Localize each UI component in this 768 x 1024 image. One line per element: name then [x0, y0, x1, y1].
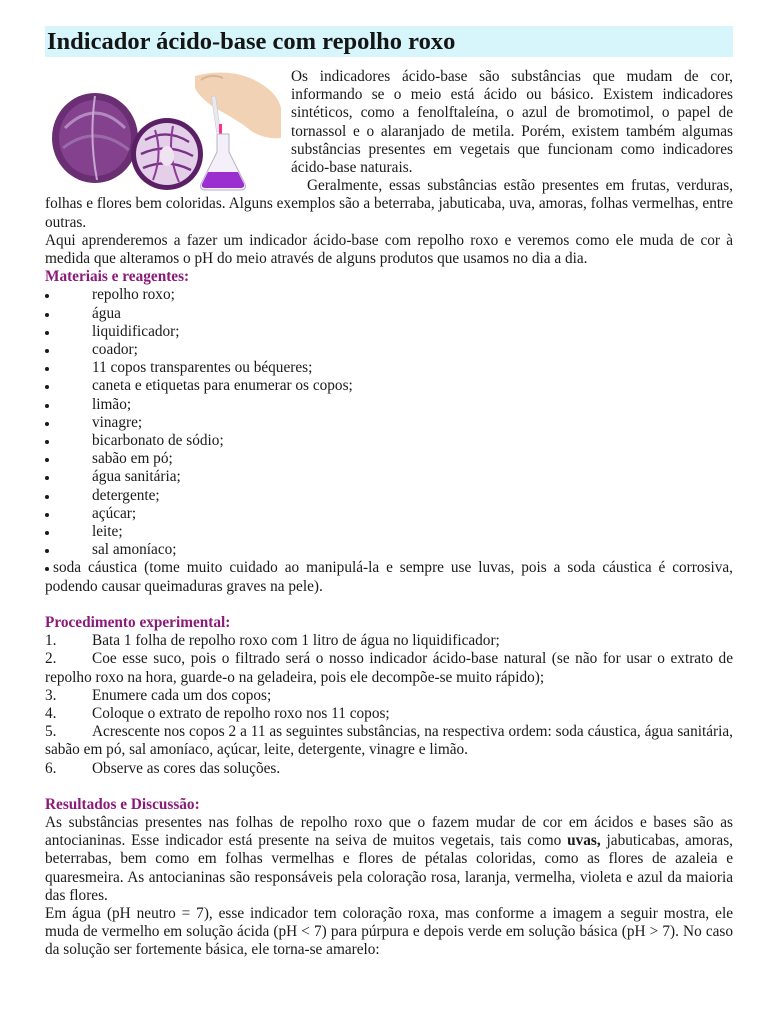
step-item — [45, 650, 733, 686]
step-number: 3. — [45, 686, 57, 704]
list-item-last — [45, 559, 733, 595]
results-paragraph-1: As substâncias presentes nas folhas de repolho roxo que o fazem mudar de cor em ácidos e bases são as antocianinas. Esse indicador está presente na seiva de muitos vegetais, tais como uvas, jabuticabas, amoras, beterrabas, bem como em folhas vermelhas e flores de pétalas coloridas, como as flores de azaleia e quaresmeira. As antocianinas são responsáveis pela coloração rosa, laranja, vermelha, violeta e azul da maioria das flores. — [45, 813, 734, 904]
intro-paragraph-2: Geralmente, essas substâncias estão presentes em frutas, verduras, folhas e flores bem coloridas. Alguns exemplos são a beterraba, jabuticaba, uva, amoras, folhas vermelhas, entre outras. — [45, 177, 733, 231]
procedure-heading: Procedimento experimental: — [45, 613, 231, 631]
list-item: caneta e etiquetas para enumerar os copos; — [45, 377, 733, 395]
list-item: água — [45, 305, 733, 323]
list-item: 11 copos transparentes ou béqueres; — [45, 359, 733, 377]
list-item: sabão em pó; — [45, 450, 733, 468]
step-item — [45, 723, 733, 759]
list-item: bicarbonato de sódio; — [45, 432, 733, 450]
results-heading: Resultados e Discussão: — [45, 795, 200, 813]
list-item: vinagre; — [45, 414, 733, 432]
step-item — [45, 687, 733, 705]
step-text: Acrescente nos copos 2 a 11 as seguintes substâncias, na respectiva ordem: soda cáustica, água sanitária, sabão em pó, sal amoníaco, açúcar, leite, detergente, vinagre e limão. — [45, 723, 733, 759]
bold-term: uvas, — [567, 832, 601, 850]
step-text: Coloque o extrato de repolho roxo nos 11 copos; — [92, 704, 390, 722]
step-number: 4. — [45, 704, 57, 722]
step-text: Coe esse suco, pois o filtrado será o nosso indicador ácido-base natural (se não for usar o extrato de repolho roxo na hora, guarde-o na geladeira, pois ele decompõe-se muito rápido); — [45, 650, 733, 686]
list-item-text: soda cáustica (tome muito cuidado ao manipulá-la e sempre use luvas, pois a soda cáustica é corrosiva, podendo causar queimaduras graves na pele). — [45, 559, 733, 595]
step-text: Bata 1 folha de repolho roxo com 1 litro de água no liquidificador; — [92, 632, 500, 650]
list-item: leite; — [45, 523, 733, 541]
step-number: 5. — [45, 723, 57, 741]
materials-list — [45, 286, 733, 559]
step-number: 6. — [45, 759, 57, 777]
step-item — [45, 760, 733, 778]
intro-paragraph-1: Os indicadores ácido-base são substâncias que mudam de cor, informando se o meio está ácido ou básico. Existem indicadores sintéticos, como a fenolftaleína, o azul de bromotimol, o papel de tornassol e o alaranjado de metila. Porém, existem também algumas substâncias presentes em vegetais que funcionam como indicadores ácido-base naturais. — [291, 68, 733, 177]
step-number: 1. — [45, 632, 57, 650]
document-page — [45, 26, 733, 960]
procedure-list — [45, 632, 733, 778]
materials-heading: Materiais e reagentes: — [45, 268, 190, 286]
step-number: 2. — [45, 650, 57, 668]
results-paragraph-2: Em água (pH neutro = 7), esse indicador tem coloração roxa, mas conforme a imagem a seguir mostra, ele muda de vermelho em solução ácida (pH < 7) para púrpura e depois verde em solução básica (pH > 7). No caso da solução ser fortemente básica, ele torna-se amarelo: — [45, 904, 733, 959]
red-cabbage-and-flask-photo — [45, 68, 281, 192]
list-item: limão; — [45, 396, 733, 414]
list-item: detergente; — [45, 487, 733, 505]
list-item: sal amoníaco; — [45, 541, 733, 559]
list-item: coador; — [45, 341, 733, 359]
list-item: liquidificador; — [45, 323, 733, 341]
list-item: repolho roxo; — [45, 286, 733, 304]
step-text: Enumere cada um dos copos; — [92, 686, 272, 704]
bullet-icon — [45, 567, 49, 571]
list-item: açúcar; — [45, 505, 733, 523]
intro-paragraph-3: Aqui aprenderemos a fazer um indicador ácido-base com repolho roxo e veremos como ele muda de cor à medida que alteramos o pH do meio através de alguns produtos que usamos no dia a dia. — [45, 231, 733, 268]
intro-section — [45, 68, 733, 268]
list-item: água sanitária; — [45, 468, 733, 486]
step-item — [45, 632, 733, 650]
page-title: Indicador ácido-base com repolho roxo — [45, 26, 733, 57]
step-text: Observe as cores das soluções. — [92, 759, 281, 777]
step-item — [45, 705, 733, 723]
